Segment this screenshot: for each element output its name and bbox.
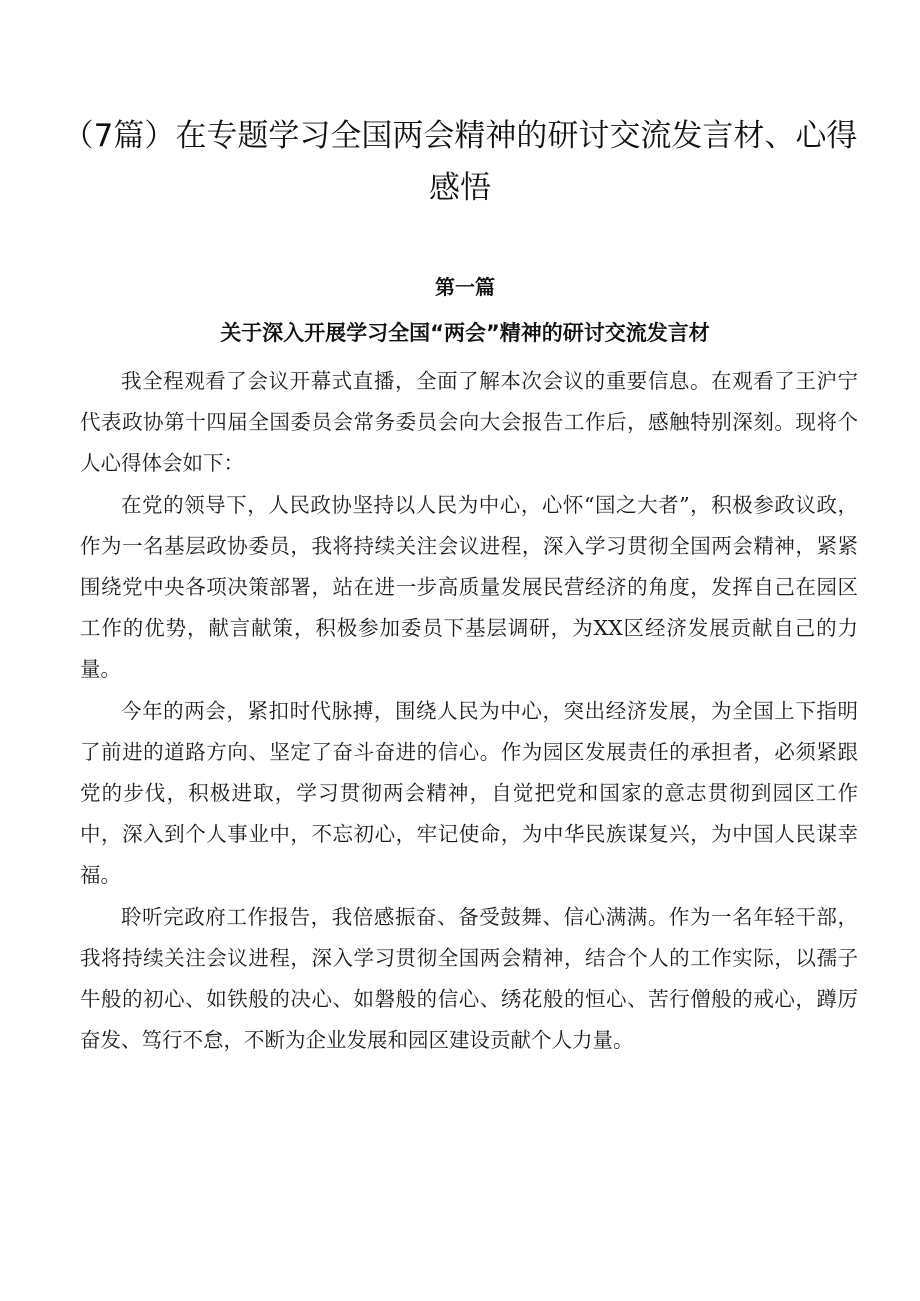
document-body bbox=[80, 361, 858, 1061]
paragraph: 聆听完政府工作报告，我倍感振奋、备受鼓舞、信心满满。作为一名年轻干部，我将持续关注会议进程，深入学习贯彻全国两会精神，结合个人的工作实际，以孺子牛般的初心、如铁般的决心、如磐般的信心、绣花般的恒心、苦行僧般的戒心，蹲厉奋发、笃行不怠，不断为企业发展和园区建设贡献个人力量。 bbox=[80, 904, 858, 1053]
document-title: （7篇）在专题学习全国两会精神的研讨交流发言材、心得感悟 bbox=[62, 118, 858, 206]
section-heading: 关于深入开展学习全国“两会”精神的研讨交流发言材 bbox=[220, 321, 710, 345]
section-label: 第一篇 bbox=[435, 275, 495, 299]
paragraph: 在党的领导下，人民政协坚持以人民为中心，心怀“国之大者”，积极参政议政，作为一名基层政协委员，我将持续关注会议进程，深入学习贯彻全国两会精神，紧紧围绕党中央各项决策部署，站在进一步高质量发展民营经济的角度，发挥自己在园区工作的优势，献言献策，积极参加委员下基层调研，为XX区经济发展贡献自己的力量。 bbox=[80, 492, 858, 682]
paragraph: 今年的两会，紧扣时代脉搏，围绕人民为中心，突出经济发展，为全国上下指明了前进的道路方向、坚定了奋斗奋进的信心。作为园区发展责任的承担者，必须紧跟党的步伐，积极进取，学习贯彻两会精神，自觉把党和国家的意志贯彻到园区工作中，深入到个人事业中，不忘初心，牢记使命，为中华民族谋复兴，为中国人民谋幸福。 bbox=[80, 698, 858, 888]
paragraph: 我全程观看了会议开幕式直播，全面了解本次会议的重要信息。在观看了王沪宁代表政协第十四届全国委员会常务委员会向大会报告工作后，感触特别深刻。现将个人心得体会如下： bbox=[80, 369, 858, 476]
